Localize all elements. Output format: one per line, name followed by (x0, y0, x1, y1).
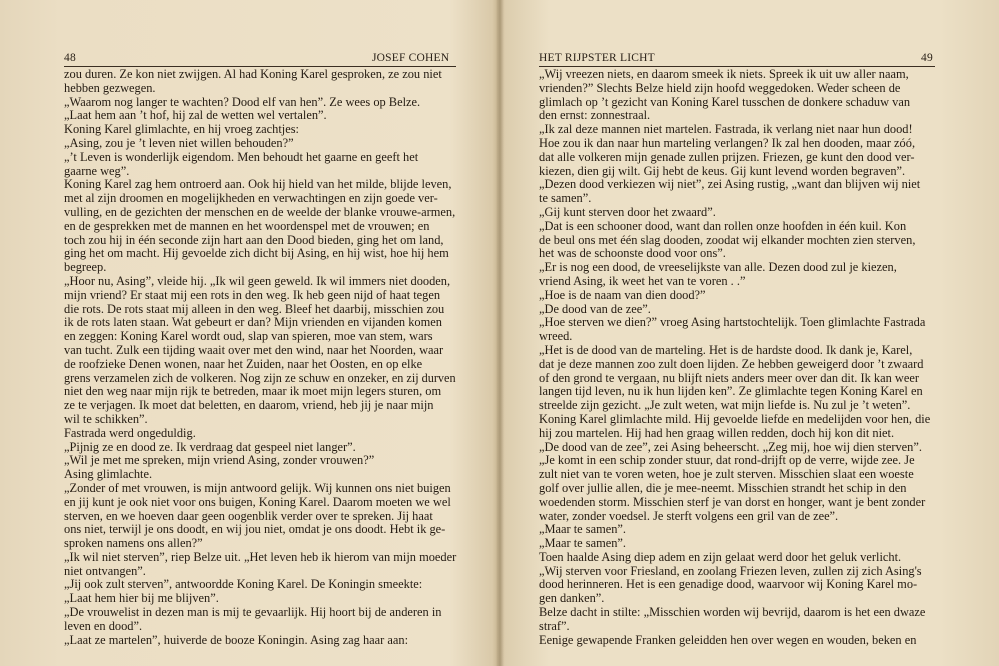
page-number-left: 48 (64, 52, 76, 64)
text-line: Fastrada werd ongeduldig. (64, 425, 196, 440)
text-line: „Jij ook zult sterven”, antwoordde Koning Karel. De Koningin smeekte: (64, 577, 423, 592)
text-line: Belze dacht in stilte: „Misschien worden wij bevrijd, daarom is het een dwaze (539, 605, 926, 620)
left-page-text (64, 68, 456, 647)
text-line: „Pijnig ze en dood ze. Ik verdraag dat gespeel niet langer”. (64, 439, 356, 454)
text-line: ze te verjagen. Ik moet dat beletten, en daarom, vriend, heb jij je naar mijn (64, 398, 434, 413)
text-line: „De dood van de zee”. (539, 301, 651, 316)
text-line: zult niet van te voren weten, hoe je zult sterven. Misschien slaat een woeste (539, 467, 914, 482)
text-line: „Je komt in een schip zonder stuur, dat rond-drijft op de verre, wijde zee. Je (539, 453, 915, 468)
text-line: ons niet, terwijl je ons doodt, en wij jou niet, omdat je ons doodt. Hebt ik ge- (64, 522, 446, 537)
text-line: niet den weg naar mijn rijk te betreden, maar ik moet mijn legers sturen, om (64, 384, 442, 399)
text-line: „Wil je met me spreken, mijn vriend Asing, zonder vrouwen?” (64, 453, 375, 468)
text-line: hebben gezwegen. (64, 80, 156, 95)
text-line: „De dood van de zee”, zei Asing beheerscht. „Zeg mij, hoe wij dien sterven”. (539, 439, 922, 454)
text-line: „Ik wil niet sterven”, riep Belze uit. „Het leven heb ik hierom van mijn moeder (64, 549, 457, 564)
text-line: en zeggen: Koning Karel wordt oud, slap van spieren, moe van stem, wars (64, 329, 433, 344)
text-line: grens verzamelen zich de volkeren. Nog zijn ze schuw en onzeker, en zij durven (64, 370, 456, 385)
text-line: „Maar te samen”. (539, 536, 627, 551)
right-page-text (539, 68, 935, 647)
right-page (501, 0, 999, 666)
text-line: gen danken”. (539, 591, 605, 606)
text-line: vulling, en de gezichten der menschen en de weelde der blanke vrouwe-armen, (64, 204, 456, 219)
text-line: „Hoe sterven we dien?” vroeg Asing hartstochtelijk. Toen glimlachte Fastrada (539, 315, 926, 330)
text-line: straf”. (539, 618, 570, 633)
text-line: Koning Karel zag hem ontroerd aan. Ook hij hield van het milde, blijde leven, (64, 177, 452, 192)
text-line: de beul ons met één slag dooden, zoodat wij elkander mochten zien sterven, (539, 232, 916, 247)
text-line: kiezen, dien gij wilt. Gij hebt de keus. Gij kunt levend worden begraven”. (539, 163, 906, 178)
text-line: „Er is nog een dood, de vreeselijkste van alle. Dezen dood zul je kiezen, (539, 260, 897, 275)
text-line: water, zonder voedsel. Je sterft volgens een gril van de zee”. (539, 508, 839, 523)
text-line: te samen”. (539, 191, 592, 206)
page-number-right: 49 (921, 52, 933, 64)
text-line: en de gesprekken met de mannen en het woordenspel met de vrouwen; en (64, 218, 430, 233)
text-line: mijn vriend? Er staat mij een rots in den weg. Ik heb geen nijd of haat tegen (64, 287, 441, 302)
text-line: „’t Leven is wonderlijk eigendom. Men behoudt het gaarne en geeft het (64, 149, 419, 164)
text-line: ik de rots laten staan. Wat gebeurt er dan? Mijn vrienden en vijanden komen (64, 315, 442, 330)
text-line: leven en dood”. (64, 618, 143, 633)
text-line: „Dezen dood verkiezen wij niet”, zei Asing rustig, „want dan blijven wij niet (539, 177, 921, 192)
text-line: van tucht. Zulk een tijding waait over met den wind, naar het Noorden, waar (64, 342, 444, 357)
running-head-right: HET RIJPSTER LICHT (539, 52, 655, 64)
text-line: streelde zijn gezicht. „Je zult weten, wat mijn liefde is. Nu zul je ’t weten”. (539, 398, 911, 413)
text-line: dat alle volkeren mijn genade zullen prijzen. Friezen, ge kunt den dood ver- (539, 149, 915, 164)
text-line: of den grond te vergaan, nu blijft niets anders meer over dan dit. Ik kan weer (539, 370, 919, 385)
text-line: „Gij kunt sterven door het zwaard”. (539, 204, 716, 219)
text-line: „Het is de dood van de marteling. Het is de hardste dood. Ik dank je, Karel, (539, 342, 913, 357)
text-line: zou duren. Ze kon niet zwijgen. Al had Koning Karel gesproken, ze zou niet (64, 67, 442, 81)
text-line: niet ontvangen”. (64, 563, 146, 578)
text-line: Koning Karel glimlachte, en hij vroeg zachtjes: (64, 122, 299, 137)
text-line: „Laat hem hier bij me blijven”. (64, 591, 219, 606)
text-line: „Asing, zou je ’t leven niet willen behouden?” (64, 135, 294, 150)
text-line: hij zou martelen. Hij had hen graag willen redden, doch hij kon dit niet. (539, 425, 895, 440)
text-line: Hoe zou ik dan naar hun marteling verlangen? Ik zal hen dooden, maar zóó, (539, 135, 916, 150)
text-line: „Waarom nog langer te wachten? Dood elf van hen”. Ze wees op Belze. (64, 94, 421, 109)
text-line: „Dat is een schooner dood, want dan rollen onze hoofden in één kuil. Kon (539, 218, 907, 233)
left-page (0, 0, 499, 666)
text-line: de roofzieke Denen wonen, naar het Zuiden, naar het Oosten, en op elke (64, 356, 423, 371)
text-line: „Maar te samen”. (539, 522, 627, 537)
text-line: sproken namens ons allen?” (64, 536, 203, 551)
text-line: glimlach op ’t gezicht van Koning Karel tusschen de donkere schaduw van (539, 94, 911, 109)
text-line: dood herinneren. Het is een genadige dood, waarvoor wij Koning Karel mo- (539, 577, 918, 592)
text-line: langen tijd leven, nu ik hun lijden ken”. Ze glimlachte tegen Koning Karel en (539, 384, 923, 399)
text-line: „Wij vreezen niets, en daarom smeek ik niets. Spreek ik uit uw aller naam, (539, 67, 909, 81)
text-line: „Wij sterven voor Friesland, en zoolang Friezen leven, zullen zij zich Asing's (539, 563, 922, 578)
running-head-left: JOSEF COHEN (372, 52, 450, 64)
text-line: Eenige gewapende Franken geleidden hen over wegen en wouden, beken en (539, 632, 917, 647)
text-line: ging het om macht. Hij gevoelde zich dicht bij Asing, en hij wist, hoe hij hem (64, 246, 449, 261)
text-line: woedenden storm. Misschien sterf je van dorst en honger, want je bent zonder (539, 494, 926, 509)
text-line: golf over jullie allen, die je mee-neemt. Misschien strandt het schip in den (539, 480, 907, 495)
text-line: „Zonder of met vrouwen, is mijn antwoord gelijk. Wij kunnen ons niet buigen (64, 480, 451, 495)
text-line: „Laat ze martelen”, huiverde de booze Koningin. Asing zag haar aan: (64, 632, 409, 647)
text-line: „Hoor nu, Asing”, vleide hij. „Ik wil geen geweld. Ik wil immers niet dooden, (64, 273, 451, 288)
text-line: den ernst: zonnestraal. (539, 108, 651, 123)
text-line: vriend Asing, ik weet het van te voren . .” (539, 273, 746, 288)
text-line: „Hoe is de naam van dien dood?” (539, 287, 706, 302)
text-line: „De vrouwelist in dezen man is mij te gevaarlijk. Hij hoort bij de anderen in (64, 605, 442, 620)
text-line: en jij kunt je ook niet voor ons buigen, Koning Karel. Daarom moeten we wel (64, 494, 451, 509)
text-line: „Laat hem aan ’t hof, hij zal de wetten wel vertalen”. (64, 108, 327, 123)
text-line: sterven, en we hoeven daar geen oogenblik verder over te spreken. Jij haat (64, 508, 433, 523)
text-line: toch zou hij in één seconde zijn hart aan den Dood bieden, ging het om land, (64, 232, 444, 247)
text-line: wreed. (539, 329, 573, 344)
text-line: dat je deze mannen zoo zult doen lijden. Ze hebben geweigerd door ’t zwaard (539, 356, 924, 371)
text-line: vrienden?” Slechts Belze hield zijn hoofd weggedoken. Weder scheen de (539, 80, 901, 95)
text-line: met al zijn droomen en mogelijkheden en verwachtingen en zijn goede ver- (64, 191, 438, 206)
text-line: Toen haalde Asing diep adem en zijn gelaat werd door het geluk verlicht. (539, 549, 902, 564)
text-line: „Ik zal deze mannen niet martelen. Fastrada, ik verlang niet naar hun dood! (539, 122, 913, 137)
text-line: begreep. (64, 260, 107, 275)
text-line: die rots. De rots staat mij alleen in den weg. Bleef het daarbij, misschien zou (64, 301, 445, 316)
text-line: wil te schikken”. (64, 411, 148, 426)
text-line: Asing glimlachte. (64, 467, 153, 482)
text-line: gaarne weg”. (64, 163, 130, 178)
text-line: Koning Karel glimlachte mild. Hij gevoelde liefde en medelijden voor hen, die (539, 411, 931, 426)
text-line: het was de schoonste dood voor ons”. (539, 246, 726, 261)
